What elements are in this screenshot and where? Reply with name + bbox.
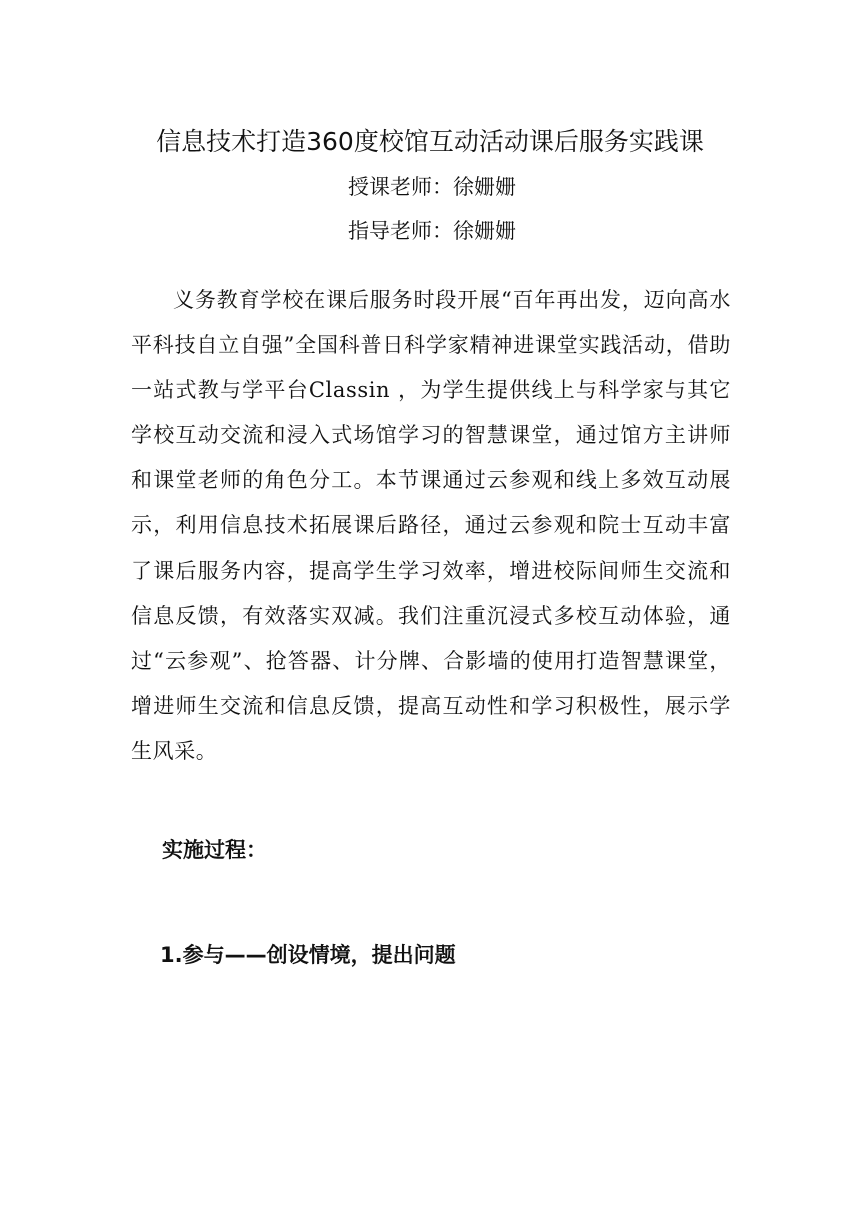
advisor-line: 指导老师：徐姗姗 bbox=[348, 219, 516, 243]
step-heading: 1.参与——创设情境，提出问题 bbox=[160, 943, 456, 967]
body-paragraph: 义务教育学校在课后服务时段开展“百年再出发，迈向高水平科技自立自强”全国科普日科学家精神进课堂实践活动，借助一站式教与学平台Classin ，为学生提供线上与科学家与其它学校互动交流和浸入式场馆学习的智慧课堂，通过馆方主讲师和课堂老师的角色分工。本节课通过云参观和线上多效互动展示，利用信息技术拓展课后路径，通过云参观和院士互动丰富了课后服务内容，提高学生学习效率，增进校际间师生交流和信息反馈，有效落实双减。我们注重沉浸式多校互动体验，通过“云参观”、抢答器、计分牌、合影墙的使用打造智慧课堂，增进师生交流和信息反馈，提高互动性和学习积极性，展示学生风采。 bbox=[131, 288, 731, 763]
section-heading: 实施过程： bbox=[162, 838, 267, 862]
teacher-line: 授课老师：徐姗姗 bbox=[348, 175, 516, 199]
document-title: 信息技术打造360度校馆互动活动课后服务实践课 bbox=[156, 127, 704, 156]
